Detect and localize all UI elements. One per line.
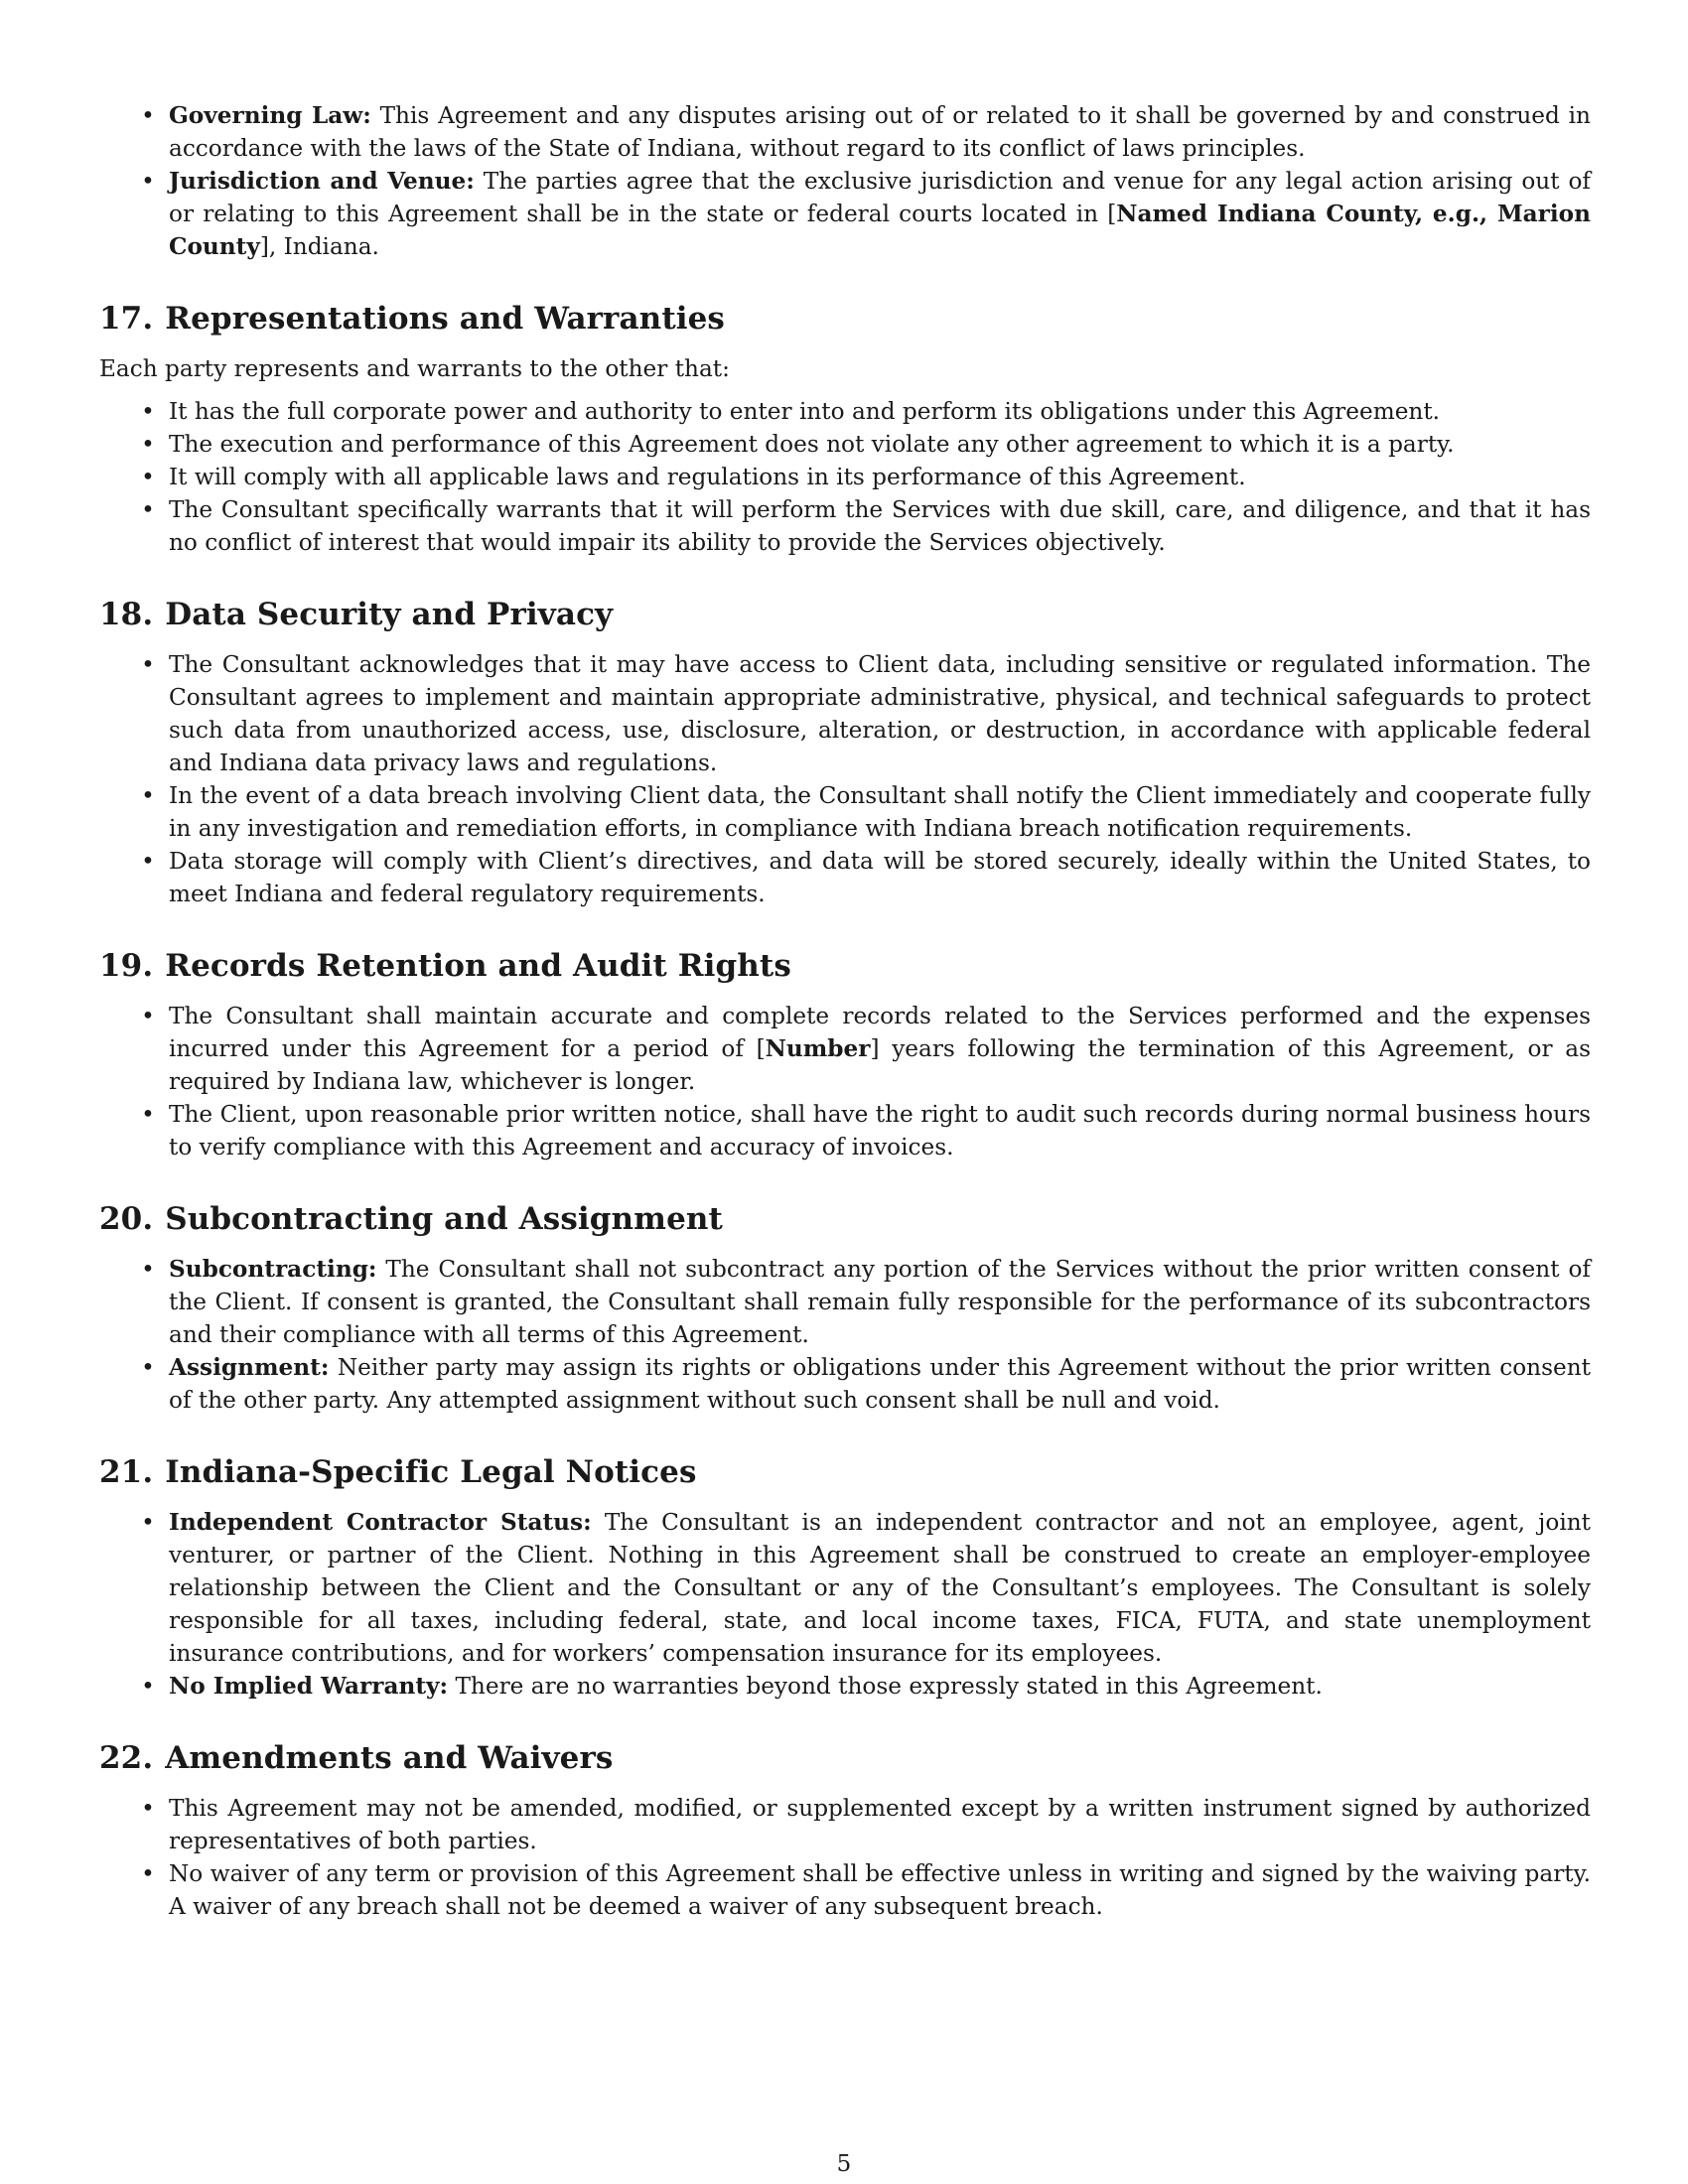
section-number: 22. [99, 1740, 154, 1776]
section-title: Indiana-Specific Legal Notices [165, 1454, 697, 1490]
item-text: In the event of a data breach involving Client data, the Consultant shall notify the Client immediately and cooperate fully in any investigation and remediation efforts, in compliance with Indiana breach notification requirements. [169, 782, 1591, 842]
list-item [99, 1351, 1591, 1417]
section-number: 18. [99, 597, 154, 632]
item-text: The Client, upon reasonable prior written notice, shall have the right to audit such records during normal business hours to verify compliance with this Agreement and accuracy of invoices. [169, 1101, 1591, 1160]
bullet-icon: • [141, 102, 155, 129]
item-label: Governing Law: [169, 102, 371, 129]
list-item [99, 845, 1591, 910]
bullet-icon: • [141, 1673, 155, 1700]
section-heading [99, 1738, 1591, 1778]
bullet-list [99, 1792, 1591, 1923]
item-text: The parties agree that the exclusive jurisdiction and venue for any legal action arising out of or relating to this Agreement shall be in the state or federal courts located in [ [169, 168, 1591, 227]
bullet-icon: • [141, 848, 155, 875]
item-label: Jurisdiction and Venue: [169, 168, 475, 195]
section-title: Data Security and Privacy [165, 597, 614, 632]
section-20 [99, 1199, 1591, 1417]
page-number: 5 [836, 2151, 852, 2177]
list-item [99, 1253, 1591, 1351]
section-22 [99, 1738, 1591, 1923]
bullet-icon: • [141, 398, 155, 425]
bullet-icon: • [141, 1509, 155, 1536]
section-17 [99, 299, 1591, 559]
list-item [99, 395, 1591, 428]
document-page [99, 99, 1591, 1923]
bullet-icon: • [141, 431, 155, 458]
list-item [99, 1857, 1591, 1923]
item-label: Assignment: [169, 1354, 330, 1381]
item-text: ], Indiana. [259, 233, 379, 260]
item-text: The execution and performance of this Agreement does not violate any other agreement to which it is a party. [169, 431, 1455, 458]
section-title: Subcontracting and Assignment [165, 1201, 723, 1237]
section-18 [99, 595, 1591, 910]
list-item [99, 1792, 1591, 1857]
bullet-list [99, 1253, 1591, 1417]
bullet-icon: • [141, 1860, 155, 1887]
bullet-icon: • [141, 651, 155, 678]
bullet-icon: • [141, 1256, 155, 1283]
section-21 [99, 1452, 1591, 1703]
section-19 [99, 946, 1591, 1163]
bullet-list [99, 1000, 1591, 1163]
item-text: Data storage will comply with Client’s directives, and data will be stored securely, ideally within the United States, to meet Indiana and federal regulatory requirements. [169, 848, 1591, 907]
item-text: This Agreement may not be amended, modified, or supplemented except by a written instrument signed by authorized representatives of both parties. [169, 1795, 1591, 1854]
item-text: The Consultant is an independent contractor and not an employee, agent, joint venturer, or partner of the Client. Nothing in this Agreement shall be construed to create an employer-employee relationship between the Client and the Consultant or any of the Consultant’s employees. The Consultant is solely responsible for all taxes, including federal, state, and local income taxes, FICA, FUTA, and state unemployment insurance contributions, and for workers’ compensation insurance for its employees. [169, 1509, 1591, 1667]
section-intro: Each party represents and warrants to the other that: [99, 355, 730, 382]
bullet-icon: • [141, 1795, 155, 1822]
bullet-list [99, 395, 1591, 559]
section-heading [99, 595, 1591, 634]
list-item [99, 648, 1591, 779]
list-item [99, 99, 1591, 165]
section-title: Records Retention and Audit Rights [165, 948, 791, 984]
item-label: Subcontracting: [169, 1256, 377, 1283]
list-item [99, 1670, 1591, 1703]
section-number: 19. [99, 948, 154, 984]
bullet-icon: • [141, 1003, 155, 1029]
section-number: 21. [99, 1454, 154, 1490]
bullet-icon: • [141, 168, 155, 195]
section-heading [99, 1199, 1591, 1239]
bullet-icon: • [141, 782, 155, 809]
list-item [99, 1000, 1591, 1098]
item-text: It will comply with all applicable laws and regulations in its performance of this Agreement. [169, 464, 1246, 490]
list-item [99, 428, 1591, 461]
item-text: It has the full corporate power and authority to enter into and perform its obligations under this Agreement. [169, 398, 1441, 425]
list-item [99, 779, 1591, 845]
item-text: The Consultant acknowledges that it may have access to Client data, including sensitive or regulated information. The Consultant agrees to implement and maintain appropriate administrative, physical, and technical safeguards to protect such data from unauthorized access, use, disclosure, alteration, or destruction, in accordance with applicable federal and Indiana data privacy laws and regulations. [169, 651, 1591, 776]
item-label: Independent Contractor Status: [169, 1509, 592, 1536]
section-title: Amendments and Waivers [165, 1740, 614, 1776]
section-heading [99, 299, 1591, 339]
item-text: The Consultant specifically warrants that it will perform the Services with due skill, care, and diligence, and that it has no conflict of interest that would impair its ability to provide the Services objectively. [169, 496, 1591, 556]
section-heading [99, 946, 1591, 986]
list-item [99, 1098, 1591, 1163]
bullet-list [99, 648, 1591, 910]
list-item [99, 493, 1591, 559]
list-item [99, 461, 1591, 493]
section-number: 17. [99, 301, 154, 337]
item-text: No waiver of any term or provision of this Agreement shall be effective unless in writing and signed by the waiving party. A waiver of any breach shall not be deemed a waiver of any subsequent breach. [169, 1860, 1591, 1920]
item-placeholder: Named Indiana County, e.g., Marion County [169, 201, 1592, 260]
item-text: There are no warranties beyond those expressly stated in this Agreement. [448, 1673, 1323, 1700]
bullet-icon: • [141, 1354, 155, 1381]
bullet-list [99, 99, 1591, 263]
section-16-continued [99, 99, 1591, 263]
item-label: No Implied Warranty: [169, 1673, 449, 1700]
section-heading [99, 1452, 1591, 1492]
item-text: Neither party may assign its rights or obligations under this Agreement without the prior written consent of the other party. Any attempted assignment without such consent shall be null and void. [169, 1354, 1591, 1414]
section-title: Representations and Warranties [165, 301, 725, 337]
bullet-icon: • [141, 1101, 155, 1128]
bullet-icon: • [141, 464, 155, 490]
section-number: 20. [99, 1201, 154, 1237]
item-text: The Consultant shall maintain accurate and complete records related to the Services performed and the expenses incurred under this Agreement for a period of [ [169, 1003, 1591, 1062]
item-text: ] years following the termination of this Agreement, or as required by Indiana law, whichever is longer. [169, 1035, 1591, 1095]
list-item [99, 1506, 1591, 1670]
item-text: The Consultant shall not subcontract any portion of the Services without the prior written consent of the Client. If consent is granted, the Consultant shall remain fully responsible for the performance of its subcontractors and their compliance with all terms of this Agreement. [169, 1256, 1591, 1348]
list-item [99, 165, 1591, 263]
bullet-list [99, 1506, 1591, 1703]
item-placeholder: Number [765, 1035, 871, 1062]
bullet-icon: • [141, 496, 155, 523]
item-text: This Agreement and any disputes arising out of or related to it shall be governed by and construed in accordance with the laws of the State of Indiana, without regard to its conflict of laws principles. [169, 102, 1591, 162]
